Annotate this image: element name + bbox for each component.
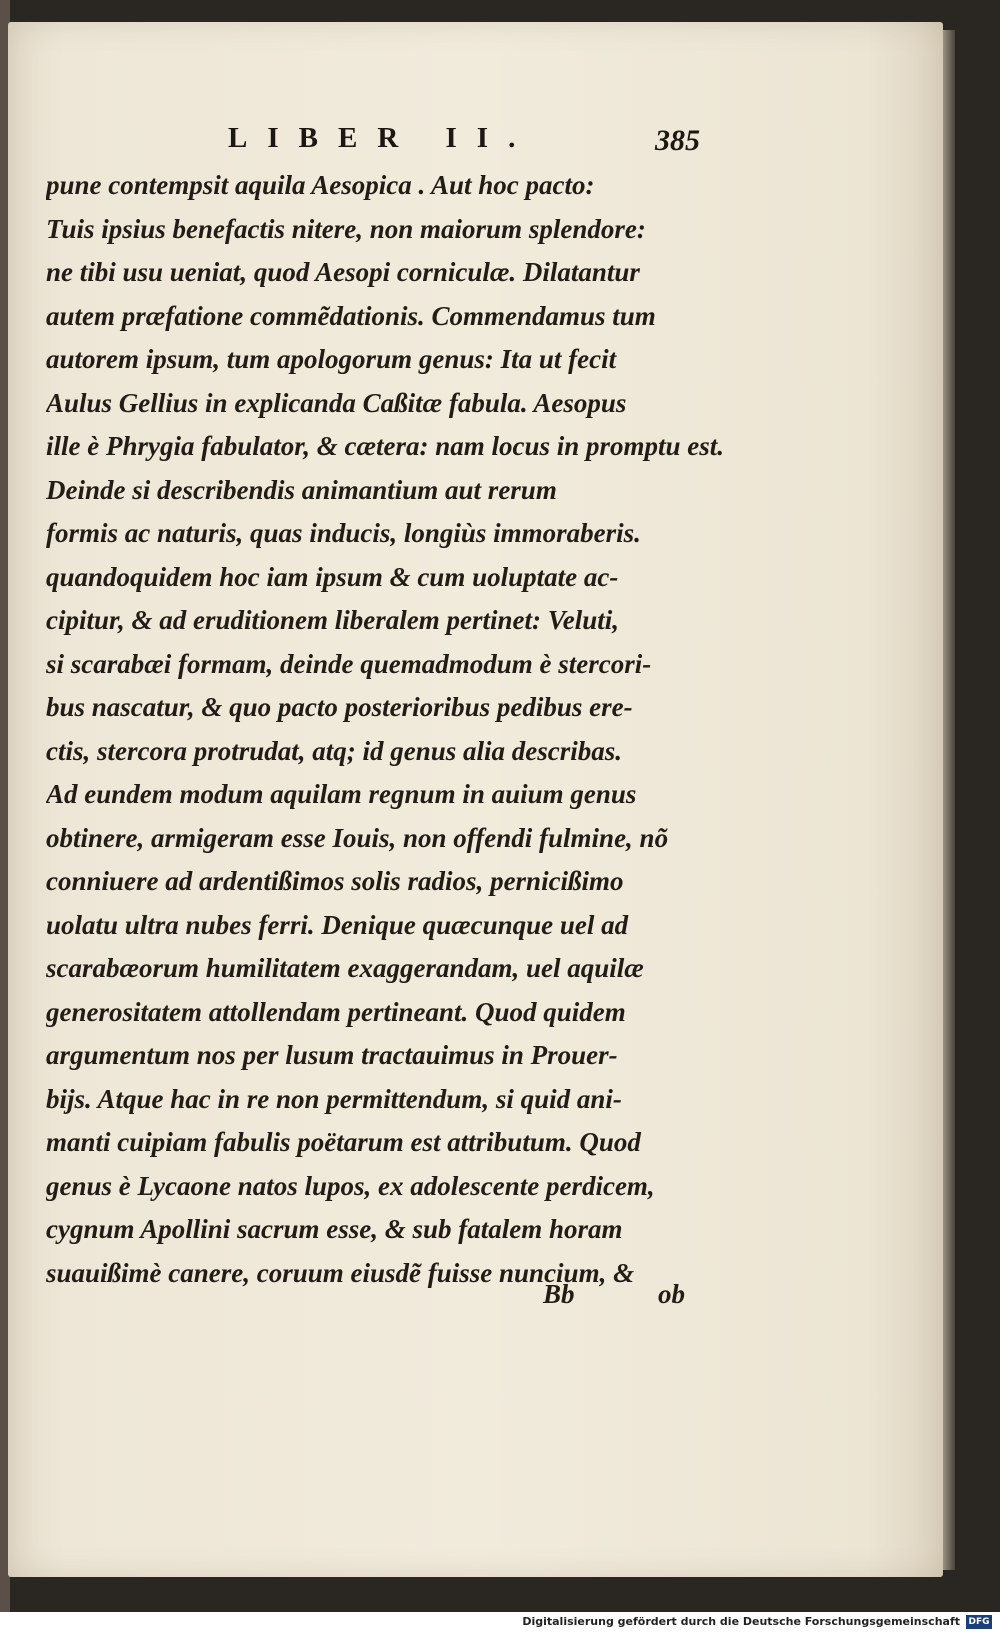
text-line: ne tibi usu ueniat, quod Aesopi corniculæ. Dilatantur bbox=[46, 257, 640, 287]
text-line: cipitur, & ad eruditionem liberalem pertinet: Veluti, bbox=[46, 605, 620, 635]
text-line: cygnum Apollini sacrum esse, & sub fatalem horam bbox=[46, 1214, 623, 1244]
page-edge bbox=[943, 30, 955, 1570]
text-line: bijs. Atque hac in re non permittendum, si quid ani- bbox=[46, 1083, 622, 1114]
catchword: ob bbox=[658, 1279, 685, 1309]
text-line: Aulus Gellius in explicanda Caßitæ fabula. Aesopus bbox=[46, 387, 627, 418]
dfg-logo: DFG bbox=[966, 1615, 992, 1629]
text-line: ille è Phrygia fabulator, & cætera: nam locus in promptu est. bbox=[46, 431, 725, 461]
footer-bar bbox=[0, 1612, 1000, 1635]
text-line: scarabæorum humilitatem exaggerandam, uel aquilæ bbox=[46, 953, 644, 983]
page-number: 385 bbox=[655, 124, 700, 157]
text-line: bus nascatur, & quo pacto posterioribus pedibus ere- bbox=[46, 692, 633, 722]
text-line: manti cuipiam fabulis poëtarum est attributum. Quod bbox=[46, 1127, 641, 1157]
text-line: Deinde si describendis animantium aut rerum bbox=[46, 474, 557, 505]
text-line: pune contempsit aquila Aesopica . Aut hoc pacto: bbox=[46, 170, 595, 200]
text-line: Tuis ipsius benefactis nitere, non maiorum splendore: bbox=[46, 213, 646, 244]
text-line: suauißimè canere, coruum eiusdẽ fuisse nuncium, & bbox=[46, 1257, 635, 1288]
running-head: LIBER II. bbox=[228, 122, 536, 154]
text-line: ctis, stercora protrudat, atq; id genus alia describas. bbox=[46, 735, 623, 766]
text-line: quandoquidem hoc iam ipsum & cum uoluptate ac- bbox=[46, 561, 619, 592]
signature-mark: Bb bbox=[543, 1279, 575, 1309]
text-line: formis ac naturis, quas inducis, longiùs immoraberis. bbox=[46, 518, 641, 548]
book-page bbox=[8, 22, 943, 1577]
text-line: autem præfatione commẽdationis. Commendamus tum bbox=[46, 300, 656, 331]
text-line: autorem ipsum, tum apologorum genus: Ita ut fecit bbox=[46, 344, 617, 374]
text-line: genus è Lycaone natos lupos, ex adolescente perdicem, bbox=[46, 1170, 655, 1201]
text-line: generositatem attollendam pertineant. Quod quidem bbox=[46, 996, 626, 1027]
funding-credit: Digitalisierung gefördert durch die Deutsche Forschungsgemeinschaft bbox=[522, 1615, 960, 1628]
text-line: Ad eundem modum aquilam regnum in auium genus bbox=[46, 779, 637, 809]
text-block bbox=[46, 164, 736, 1295]
text-line: si scarabæi formam, deinde quemadmodum è stercori- bbox=[46, 648, 652, 679]
text-line: conniuere ad ardentißimos solis radios, pernicißimo bbox=[46, 866, 624, 896]
text-line: argumentum nos per lusum tractauimus in Prouer- bbox=[46, 1040, 618, 1070]
catchwords bbox=[543, 1279, 743, 1315]
text-line: obtinere, armigeram esse Iouis, non offendi fulmine, nõ bbox=[46, 822, 669, 853]
page-header bbox=[48, 122, 748, 162]
text-line: uolatu ultra nubes ferri. Denique quæcunque uel ad bbox=[46, 909, 629, 940]
